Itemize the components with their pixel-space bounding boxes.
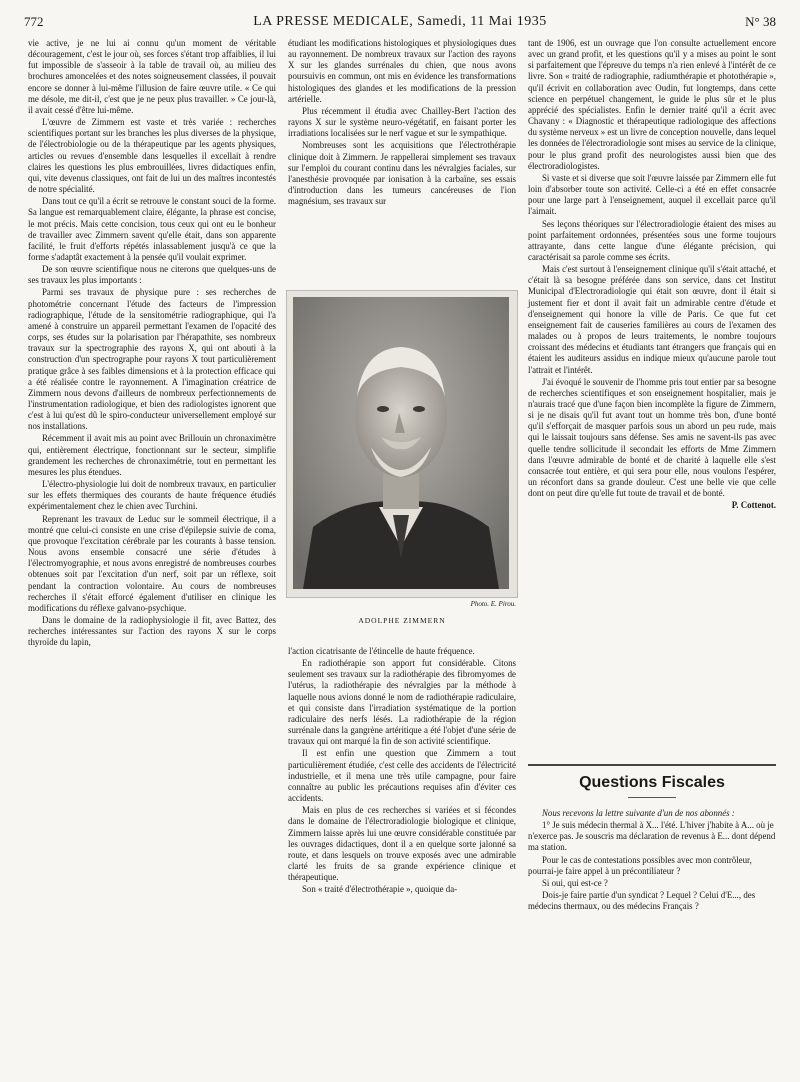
questions-fiscales-body [528,808,776,913]
paragraph: Dans le domaine de la radiophysiologie il fit, avec Battez, des recherches intéressantes sur l'action des rayons X sur le corps thyroïde du lapin, [28,614,276,648]
column-3 [528,38,776,513]
paragraph: 1° Je suis médecin thermal à X... l'été. L'hiver j'habite à A... où je n'exerce pas. Je souscris ma déclaration de revenus à E... dont dépend ma station. [528,820,776,853]
paragraph: En radiothérapie son apport fut considérable. Citons seulement ses travaux sur la radiothérapie des fibromyomes de l'utérus, la radiothérapie des névralgies par la méthode à laquelle nous avions donné le nom de radiothérapie radiculaire, et qui consiste dans l'irradiation systématique de la portion radiculaire des nerfs lésés. La radiothérapie de la région surrénale dans la gangrène artéritique a été l'objet d'une série de travaux qui ont marqué la fin de son activité scientifique. [288,658,516,747]
title-underline [628,797,676,798]
column-1 [28,38,276,649]
paragraph: Ses leçons théoriques sur l'électroradiologie étaient des mises au point parfaitement ordonnées, présentées sous une forme toujours attrayante, dans cette langue d'une élégante précision, qui caractérisait sa parole comme ses écrits. [528,218,776,262]
page-header [24,14,776,34]
paragraph: étudiant les modifications histologiques et physiologiques dues au rayonnement. De nombreux travaux sur l'action des rayons X sur les glandes surrénales du chien, que nous avons poursuivis en commun, ont mis en évidence les transformations histologiques des glandes et les modifications de la pression artérielle. [288,38,516,104]
paragraph: Mais en plus de ces recherches si variées et si fécondes dans le domaine de l'électroradiologie biologique et clinique, Zimmern laisse après lui une œuvre considérable constituée par les ouvrages didactiques, dont il a en quelque sorte jalonné sa route, et dans lesquels on trouve exposés avec une admirable clarté les fruits de sa grande expérience clinique et thérapeutique. [288,805,516,883]
paragraph: Dans tout ce qu'il a écrit se retrouve le constant souci de la forme. Sa langue est remarquablement claire, élégante, la phrase est concise, le mot précis. Mais cette concision, tous ceux qui ont eu le bonheur de travailler avec Zimmern savent qu'elle était, dans son apparente facilité, le fruit d'efforts répétés inlassablement jusqu'à ce que la forme s'adaptât exactement à la pensée qu'il voulait exprimer. [28,196,276,262]
paragraph: Nombreuses sont les acquisitions que l'électrothérapie clinique doit à Zimmern. Je rappellerai simplement ses travaux sur l'emploi du courant continu dans les névralgies faciales, sur l'anesthésie provoquée par ionisation à la carbaïne, ses essais d'introduction dans les tumeurs cancéreuses de l'ion magnésium, ses travaux sur [288,140,516,207]
paragraph: Pour le cas de contestations possibles avec mon contrôleur, pourrai-je faire appel à un précontiliateur ? [528,854,752,876]
portrait-illustration [293,297,509,589]
paragraph: Parmi ses travaux de physique pure : ses recherches de photométrie concernant l'étude des facteurs de l'impression radiographique, l'étude de la sensitométrie radiographique, qui l'a amené à construire un appareil permettant l'examen de l'opacité des corps, ses études sur la polarisation par l'hérapathite, ses nombreux travaux sur la spectrographie des rayons X, qui ont abouti à la construction d'un spectrographe pour rayons X tout particulièrement pratique grâce à ses faibles dimensions et à la protection efficace qui a été réalisée contre le rayonnement. A l'imagination créatrice de Zimmern nous devons d'ailleurs de nombreux perfectionnements de l'instrumentation radiologique, et bien des radiologistes ignorent que c'est à lui qu'est dû le spiro-conducteur universellement employé sur nos installations. [28,287,276,432]
photo-caption: ADOLPHE ZIMMERN [358,616,446,625]
portrait-image [293,297,509,589]
paragraph: Plus récemment il étudia avec Chailley-Bert l'action des rayons X sur le système neuro-végétatif, en faisant porter les irradiations localisées sur le nerf vague et sur le sympathique. [288,105,516,139]
journal-title: LA PRESSE MEDICALE, Samedi, 11 Mai 1935 [253,14,547,29]
paragraph: vie active, je ne lui ai connu qu'un moment de véritable découragement, c'est le jour où, ses forces s'étant trop affaiblies, il lui fut impossible de s'asseoir à la table de travail où, au milieu des brochures amoncelées et des notes soigneusement classées, il pouvait encore se donner à lui-même l'illusion de faire œuvre utile. « Ce qui me désole, me dit-il, c'est que je ne peux plus travailler. » Ce jour-là, il avait cessé d'être lui-même. [28,38,276,115]
photo-credit: Photo. E. Pirou. [470,600,516,608]
paragraph: Si vaste et si diverse que soit l'œuvre laissée par Zimmern elle fut loin d'absorber toute son activité. Celle-ci a été en effet consacrée pour une large part à l'enseignement, auquel il excellait parce qu'il l'aimait. [528,172,776,217]
author-signature: P. Cottenot. [731,500,776,511]
paragraph: Son « traité d'électrothérapie », quoique da- [302,884,458,895]
page-number: 772 [24,14,44,29]
column-2-bottom [288,646,516,896]
section-title: Questions Fiscales [579,774,725,791]
intro-text: Nous recevons la lettre suivante d'un de nos abonnés : [542,808,735,818]
paragraph: Reprenant les travaux de Leduc sur le sommeil électrique, il a montré que celui-ci consiste en une crise d'épilepsie suivie de coma, que provoque l'excitation cérébrale par les courants à basse tension. Nous avons ensemble consacré une série d'études à l'électromyographie, et nous avons enregistré de nombreuses courbes obtenues soit par l'excitation d'un nerf, soit par un réflexe, soit pendant la contraction volontaire. Au cours de nombreuses recherches il s'était efforcé également d'utiliser en clinique les modifications du réflexe galvano-psychique. [28,513,276,613]
paragraph: l'action cicatrisante de l'étincelle de haute fréquence. [288,646,475,656]
paragraph: De son œuvre scientifique nous ne citerons que quelques-uns de ses travaux les plus importants : [28,264,276,286]
section-divider [528,764,776,766]
paragraph: Il est enfin une question que Zimmern a tout particulièrement étudiée, c'est celle des accidents de l'électricité industrielle, et il mena une très utile campagne, pour faire connaître au public les précautions requises afin d'éviter ces accidents. [288,748,516,804]
paragraph: Mais c'est surtout à l'enseignement clinique qu'il s'était attaché, et c'était là sa besogne préférée dans son service, dans cet Institut Municipal d'Electroradiologie qui était son œuvre, dont il était si justement fier et dont il avait fait un admirable centre d'étude et d'enseignement qui honore la ville de Paris. Ce que fut cet enseignement fait de causeries familières au cours de l'examen des malades ou à propos de leurs traitements, le nombre toujours croissant des médecins et étudiants tant étrangers que français qui en étaient les auditeurs assidus en indique mieux qu'aucune parole tout l'attrait et l'intérêt. [528,264,776,375]
paragraph: Récemment il avait mis au point avec Brillouin un chronaximètre qui, entièrement électrique, fonctionnant sur le secteur, simplifie grandement les recherches de chronaximétrie, tout en permettant les mesures les plus étendues. [28,433,276,477]
paragraph: J'ai évoqué le souvenir de l'homme pris tout entier par sa besogne de recherches scientifiques et son enseignement hospitalier, mais je n'aurais tracé que d'une façon bien incomplète la figure de Zimmern, si je ne disais qu'il fut avant tout un homme très bon, d'une bonté qu'il s'efforçait de masquer parfois sous un abord un peu rude, mais qui le laissait toujours sans défense. Ses amis ne savent-ils pas avec quelle tendre sollicitude il secondait les efforts de Mme Zimmern dans l'œuvre admirable de bonté et de charité à laquelle elle s'est consacrée tout entière, et qui sera pour elle, nous voulons l'espérer, un réconfort dans sa grande douleur. C'est une belle vie que celle dont on peut dire qu'elle fut toute de travail et de bonté. [528,376,776,499]
portrait-photo [286,290,518,598]
paragraph: L'électro-physiologie lui doit de nombreux travaux, en particulier sur les effets thermiques des courants de haute fréquence étudiés expérimentalement chez le chien avec Turchini. [28,479,276,512]
paragraph: tant de 1906, est un ouvrage que l'on consulte actuellement encore avec un grand profit, et les questions qu'il y a mises au point le sont si parfaitement que l'épreuve du temps n'a rien enlevé à l'intérêt de ce livre. Son « traité de radiographie, radiumthérapie et photothérapie », qu'il écrivit en collaboration avec Oudin, fut longtemps, dans cette science en perpétuel changement, le guide le plus sûr et le plus apprécié des spécialistes. Enfin le dernier traité qu'il a écrit avec Chavany : « Diagnostic et thérapeutique radiologique des affections du système nerveux » est un livre de conception nouvelle, dans lequel les données de l'électroradiologie sont mises au service de la clinique, pour le plus grand profit des neurologistes aussi bien que des électroradiologistes. [528,38,776,171]
paragraph: L'œuvre de Zimmern est vaste et très variée : recherches scientifiques portant sur les branches les plus diverses de la physique, de l'électrobiologie ou de la thérapeutique par les agents physiques, articles ou revues d'ensemble dans lesquelles il excellait à rendre claires les questions les plus embrouillées, livres didactiques enfin, qui, vite devenus classiques, ont fait de lui un des maîtres incontestés de notre spécialité. [28,117,276,195]
paragraph: Dois-je faire partie d'un syndicat ? Lequel ? Celui d'E..., des médecins thermaux, ou des médecins Français ? [528,890,756,912]
column-2-top [288,38,516,208]
issue-number: N° 38 [745,14,776,29]
paragraph: Si oui, qui est-ce ? [542,877,608,888]
